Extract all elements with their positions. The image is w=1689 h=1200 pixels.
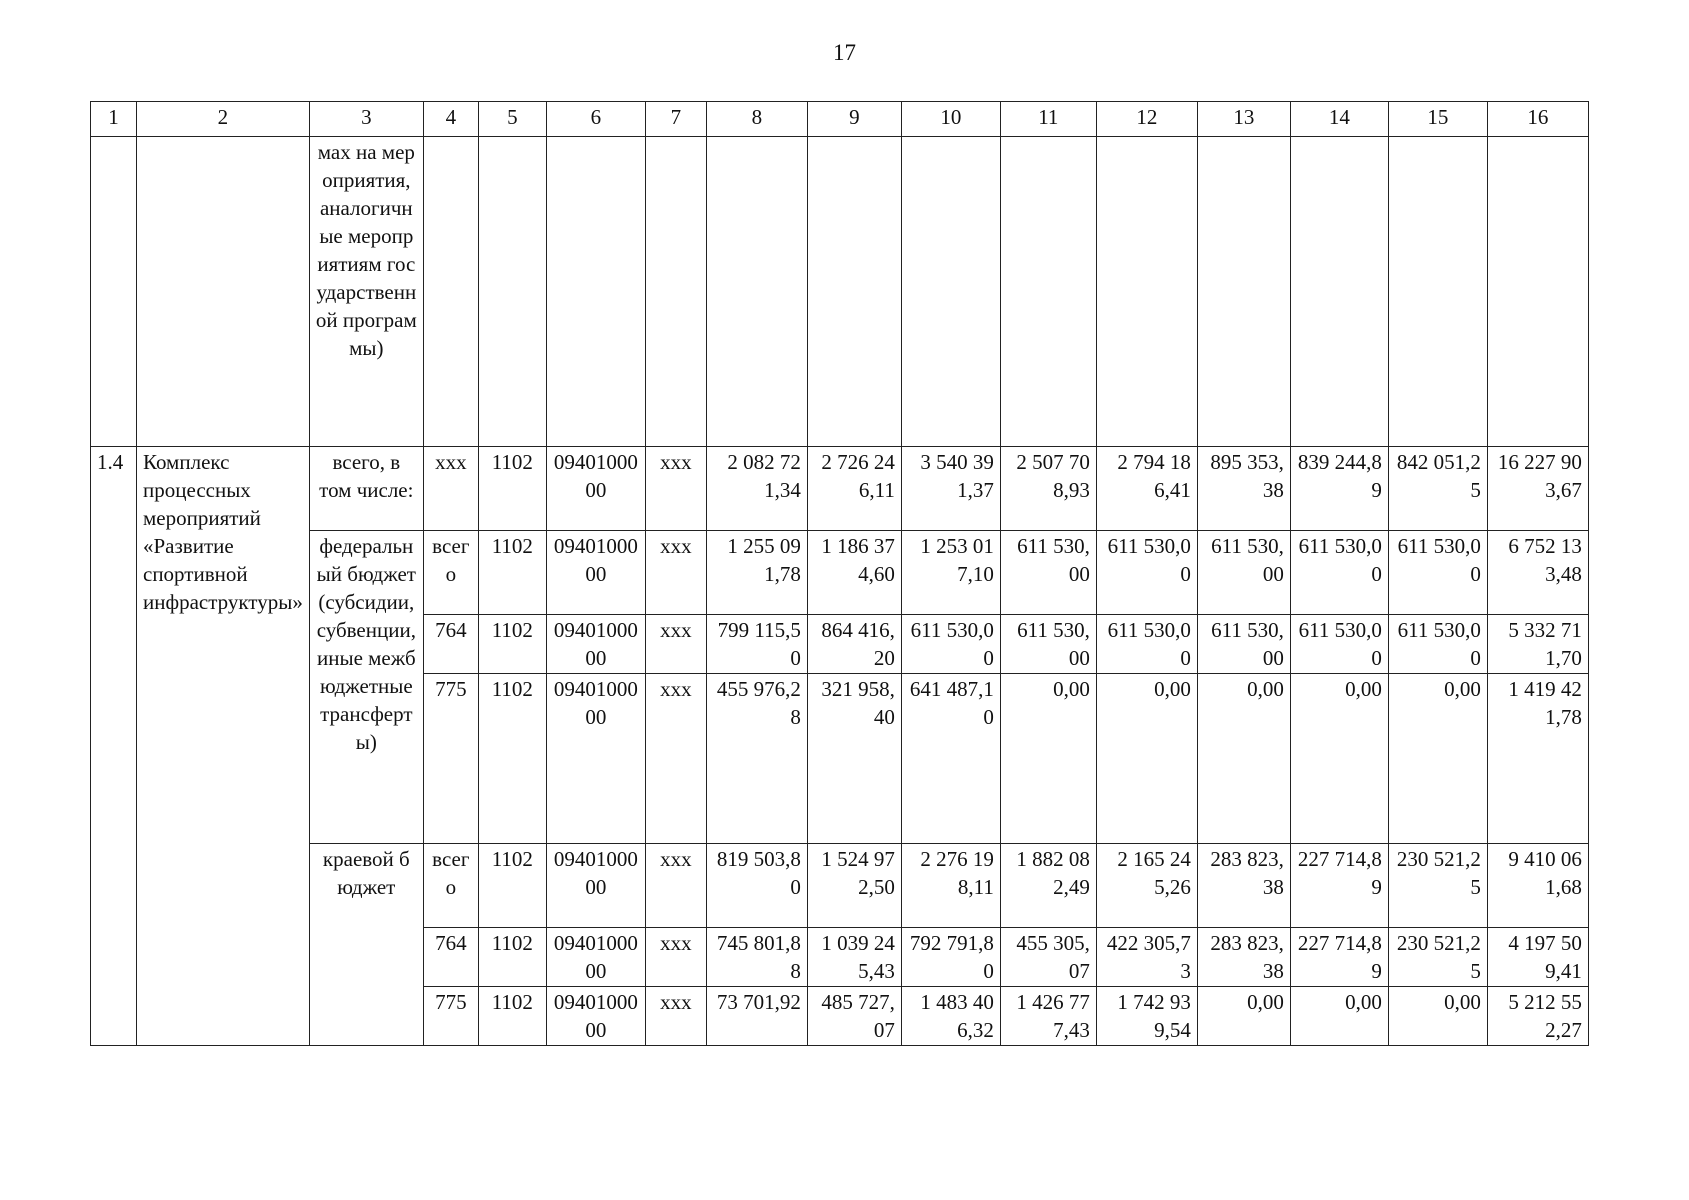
value-cell: 2 165 245,26 <box>1096 844 1197 928</box>
cell-c7: ххх <box>645 928 706 987</box>
cell-c6: 0940100000 <box>546 447 645 531</box>
value-cell: 0,00 <box>1096 674 1197 844</box>
page-number: 17 <box>833 40 856 65</box>
value-cell: 819 503,80 <box>706 844 807 928</box>
cell-c7: ххх <box>645 447 706 531</box>
table-row <box>91 844 1589 928</box>
value-cell: 3 540 391,37 <box>901 447 1000 531</box>
header-cell: 12 <box>1096 102 1197 137</box>
row-col3: краевой бюджет <box>309 844 423 1046</box>
cell-c5: 1102 <box>478 615 546 674</box>
cell-c4: 764 <box>423 615 478 674</box>
cell-c4: 775 <box>423 987 478 1046</box>
value-cell: 0,00 <box>1290 987 1388 1046</box>
cell-c6: 0940100000 <box>546 674 645 844</box>
header-cell: 5 <box>478 102 546 137</box>
value-cell: 2 507 708,93 <box>1000 447 1096 531</box>
value-cell: 283 823,38 <box>1197 844 1290 928</box>
value-cell: 1 524 972,50 <box>807 844 901 928</box>
value-cell: 611 530,00 <box>1290 531 1388 615</box>
value-cell: 2 276 198,11 <box>901 844 1000 928</box>
header-cell: 3 <box>309 102 423 137</box>
value-cell: 485 727,07 <box>807 987 901 1046</box>
value-cell: 455 305,07 <box>1000 928 1096 987</box>
cell-c4: всего <box>423 844 478 928</box>
value-cell: 321 958,40 <box>807 674 901 844</box>
value-cell: 641 487,10 <box>901 674 1000 844</box>
cell-c7: ххх <box>645 674 706 844</box>
cell-c4: всего <box>423 531 478 615</box>
row-cont-col3: мах на мероприятия, аналогичные мероприятиям государственной программы) <box>309 137 423 447</box>
value-cell: 1 419 421,78 <box>1487 674 1588 844</box>
value-cell: 864 416,20 <box>807 615 901 674</box>
header-row <box>91 102 1589 137</box>
header-cell: 16 <box>1487 102 1588 137</box>
value-cell: 0,00 <box>1197 674 1290 844</box>
cell-c4: 775 <box>423 674 478 844</box>
value-cell: 227 714,89 <box>1290 928 1388 987</box>
budget-table <box>90 101 1589 1046</box>
value-cell: 230 521,25 <box>1388 844 1487 928</box>
cell-c6: 0940100000 <box>546 531 645 615</box>
cell-c5: 1102 <box>478 844 546 928</box>
value-cell: 73 701,92 <box>706 987 807 1046</box>
item-name: Комплекс процессных мероприятий «Развитие спортивной инфраструктуры» <box>137 447 310 1046</box>
cell-c4: 764 <box>423 928 478 987</box>
value-cell: 611 530,00 <box>1000 531 1096 615</box>
value-cell: 0,00 <box>1197 987 1290 1046</box>
cell-c7: ххх <box>645 531 706 615</box>
value-cell: 2 082 721,34 <box>706 447 807 531</box>
value-cell: 611 530,00 <box>1000 615 1096 674</box>
header-cell: 7 <box>645 102 706 137</box>
cell-c7: ххх <box>645 844 706 928</box>
header-cell: 11 <box>1000 102 1096 137</box>
value-cell: 745 801,88 <box>706 928 807 987</box>
value-cell: 611 530,00 <box>1096 615 1197 674</box>
cell-c6: 0940100000 <box>546 844 645 928</box>
value-cell: 230 521,25 <box>1388 928 1487 987</box>
cell-c7: ххх <box>645 987 706 1046</box>
value-cell: 16 227 903,67 <box>1487 447 1588 531</box>
cell-c5: 1102 <box>478 987 546 1046</box>
value-cell: 2 726 246,11 <box>807 447 901 531</box>
value-cell: 799 115,50 <box>706 615 807 674</box>
row-col3: федеральный бюджет (субсидии, субвенции, иные межбюджетные трансферты) <box>309 531 423 844</box>
header-cell: 2 <box>137 102 310 137</box>
value-cell: 283 823,38 <box>1197 928 1290 987</box>
value-cell: 0,00 <box>1388 674 1487 844</box>
cell-c4: ххх <box>423 447 478 531</box>
value-cell: 842 051,25 <box>1388 447 1487 531</box>
value-cell: 1 186 374,60 <box>807 531 901 615</box>
cell-c5: 1102 <box>478 674 546 844</box>
value-cell: 611 530,00 <box>1388 615 1487 674</box>
table-row <box>91 531 1589 615</box>
header-cell: 13 <box>1197 102 1290 137</box>
value-cell: 1 426 777,43 <box>1000 987 1096 1046</box>
value-cell: 611 530,00 <box>1290 615 1388 674</box>
value-cell: 792 791,80 <box>901 928 1000 987</box>
cell-c6: 0940100000 <box>546 987 645 1046</box>
value-cell: 5 212 552,27 <box>1487 987 1588 1046</box>
value-cell: 0,00 <box>1290 674 1388 844</box>
value-cell: 0,00 <box>1000 674 1096 844</box>
value-cell: 1 039 245,43 <box>807 928 901 987</box>
cell-c5: 1102 <box>478 531 546 615</box>
table-row-continuation <box>91 137 1589 447</box>
value-cell: 1 882 082,49 <box>1000 844 1096 928</box>
table-row <box>91 447 1589 531</box>
value-cell: 455 976,28 <box>706 674 807 844</box>
header-cell: 1 <box>91 102 137 137</box>
value-cell: 4 197 509,41 <box>1487 928 1588 987</box>
value-cell: 1 742 939,54 <box>1096 987 1197 1046</box>
header-cell: 6 <box>546 102 645 137</box>
value-cell: 611 530,00 <box>1197 531 1290 615</box>
value-cell: 422 305,73 <box>1096 928 1197 987</box>
value-cell: 6 752 133,48 <box>1487 531 1588 615</box>
header-cell: 14 <box>1290 102 1388 137</box>
header-cell: 15 <box>1388 102 1487 137</box>
value-cell: 1 255 091,78 <box>706 531 807 615</box>
cell-c5: 1102 <box>478 447 546 531</box>
header-cell: 9 <box>807 102 901 137</box>
cell-c6: 0940100000 <box>546 615 645 674</box>
value-cell: 611 530,00 <box>901 615 1000 674</box>
value-cell: 611 530,00 <box>1388 531 1487 615</box>
item-number: 1.4 <box>91 447 137 1046</box>
row-col3: всего, в том числе: <box>309 447 423 531</box>
value-cell: 5 332 711,70 <box>1487 615 1588 674</box>
cell-c6: 0940100000 <box>546 928 645 987</box>
cell-c7: ххх <box>645 615 706 674</box>
value-cell: 1 253 017,10 <box>901 531 1000 615</box>
header-cell: 4 <box>423 102 478 137</box>
header-cell: 8 <box>706 102 807 137</box>
value-cell: 611 530,00 <box>1096 531 1197 615</box>
value-cell: 2 794 186,41 <box>1096 447 1197 531</box>
value-cell: 839 244,89 <box>1290 447 1388 531</box>
value-cell: 9 410 061,68 <box>1487 844 1588 928</box>
value-cell: 227 714,89 <box>1290 844 1388 928</box>
value-cell: 611 530,00 <box>1197 615 1290 674</box>
header-cell: 10 <box>901 102 1000 137</box>
cell-c5: 1102 <box>478 928 546 987</box>
value-cell: 0,00 <box>1388 987 1487 1046</box>
value-cell: 1 483 406,32 <box>901 987 1000 1046</box>
value-cell: 895 353,38 <box>1197 447 1290 531</box>
